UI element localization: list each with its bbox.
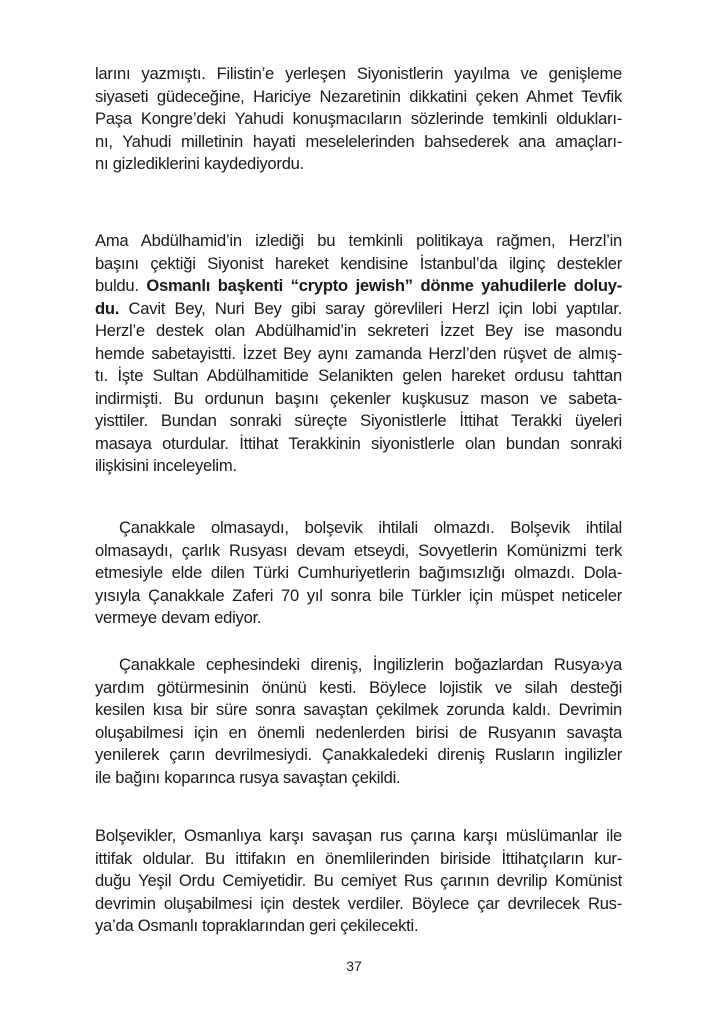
text-segment: vermeye devam ediyor. [95,608,262,627]
text-segment: Paşa Kongre’deki Yahudi konuşmacıların sözlerinde temkinli oldukları- [95,109,622,128]
text-segment: etmesiyle elde dilen Türki Cumhuriyetlerin bağımsızlığı olmazdı. Dola- [95,563,622,582]
text-segment: Cavit Bey, Nuri Bey gibi saray görevlileri Herzl için lobi yaptılar. [119,298,622,318]
text-segment: hemde sabetayistti. İzzet Bey aynı zamanda Herzl’den rüşvet de almış- [95,343,622,363]
text-segment: duğu Yeşil Ordu Cemiyetidir. Bu cemiyet Rus çarının devrilip Komünist [95,871,622,890]
text-line [95,677,622,700]
text-segment: ya’da Osmanlı topraklarından geri çekilecekti. [95,916,419,935]
text-line [95,131,622,154]
text-segment: Çanakkale olmasaydı, bolşevik ihtilali olmazdı. Bolşevik ihtilal [119,518,622,537]
text-segment: yısıyla Çanakkale Zaferi 70 yıl sonra bile Türkler için müspet neticeler [95,585,622,605]
text-segment: başını çektiği Siyonist hareket kendisine İstanbul’da ilginç destekler [95,253,622,273]
text-line [95,433,622,456]
text-line [95,455,622,478]
paragraph-2 [95,230,622,478]
text-line [95,230,622,253]
text-segment: ilişkisini inceleyelim. [95,456,237,475]
text-segment: tı. İşte Sultan Abdülhamitide Selanikten gelen hareket ordusu tahttan [95,366,622,385]
text-segment: yardım götürmesinin önünü kesti. Böylece lojistik ve silah desteği [95,677,622,697]
text-segment: buldu. [95,276,147,295]
text-line [95,365,622,388]
text-line [95,517,622,540]
text-line [95,607,622,630]
text-line [95,63,622,86]
text-segment: devrimin oluşabilmesi için destek verdiler. Böylece çar devrilecek Rus- [95,893,622,913]
text-segment: ittifak oldular. Bu ittifakın en önemlilerinden biriside İttihatçıların kur- [95,848,622,868]
text-line [95,275,622,298]
bold-text: du. [95,298,120,318]
text-line [95,86,622,109]
text-segment: larını yazmıştı. Filistin’e yerleşen Siyonistlerin yayılma ve genişleme [95,64,622,83]
text-segment: kesilen kısa bir süre sonra savaştan çekilmek zorunda kaldı. Devrimin [95,700,622,719]
text-line [95,722,622,745]
text-segment: ile bağını koparınca rusya savaştan çekildi. [95,767,401,787]
bold-text: Osmanlı başkenti “crypto jewish” dönme yahudilerle doluy- [146,276,623,295]
text-line [95,825,622,848]
text-line [95,893,622,916]
text-line [95,343,622,366]
text-line [95,298,622,321]
page-number: 37 [346,958,362,974]
text-segment: Herzl’e destek olan Abdülhamid’in sekreteri İzzet Bey ise masondu [95,321,622,340]
text-line [95,585,622,608]
paragraph-3 [95,517,622,630]
text-line [95,540,622,563]
text-segment: olmasaydı, çarlık Rusyası devam etseydi, Sovyetlerin Komünizmi terk [95,540,622,560]
text-line [95,699,622,722]
text-segment: masaya oturdular. İttihat Terakkinin siyonistlerle olan bundan sonraki [95,433,622,453]
text-segment: nı, Yahudi milletinin hayati meselelerinden bahsederek ana amaçları- [95,131,622,151]
text-line [95,410,622,433]
paragraph-5 [95,825,622,938]
text-segment: Çanakkale cephesindeki direniş, İngilizlerin boğazlardan Rusya›ya [119,655,622,674]
text-line [95,253,622,276]
text-line [95,870,622,893]
paragraph-4 [95,654,622,789]
text-segment: Bolşevikler, Osmanlıya karşı savaşan rus çarına karşı müslümanlar ile [95,826,622,845]
text-segment: yenilerek çarın devrilmesiydi. Çanakkaledeki direniş Rusların ingilizler [95,745,622,764]
text-line [95,848,622,871]
text-line [95,108,622,131]
text-line [95,654,622,677]
text-line [95,915,622,938]
text-line [95,388,622,411]
text-segment: oluşabilmesi için en önemli nedenlerden birisi de Rusyanın savaşta [95,722,622,742]
text-line [95,153,622,176]
text-line [95,744,622,767]
text-segment: siyaseti güdeceğine, Hariciye Nezaretinin dikkatini çeken Ahmet Tevfik [95,86,622,106]
text-segment: nı gizlediklerini kaydediyordu. [95,154,305,173]
text-segment: Ama Abdülhamid’in izlediği bu temkinli politikaya rağmen, Herzl’in [95,231,622,250]
text-segment: indirmişti. Bu ordunun başını çekenler kuşkusuz mason ve sabeta- [95,388,622,408]
text-line [95,767,622,790]
text-segment: yisttiler. Bundan sonraki süreçte Siyonistlerle İttihat Terakki üyeleri [95,411,622,430]
paragraph-1 [95,63,622,176]
text-line [95,562,622,585]
text-line [95,320,622,343]
